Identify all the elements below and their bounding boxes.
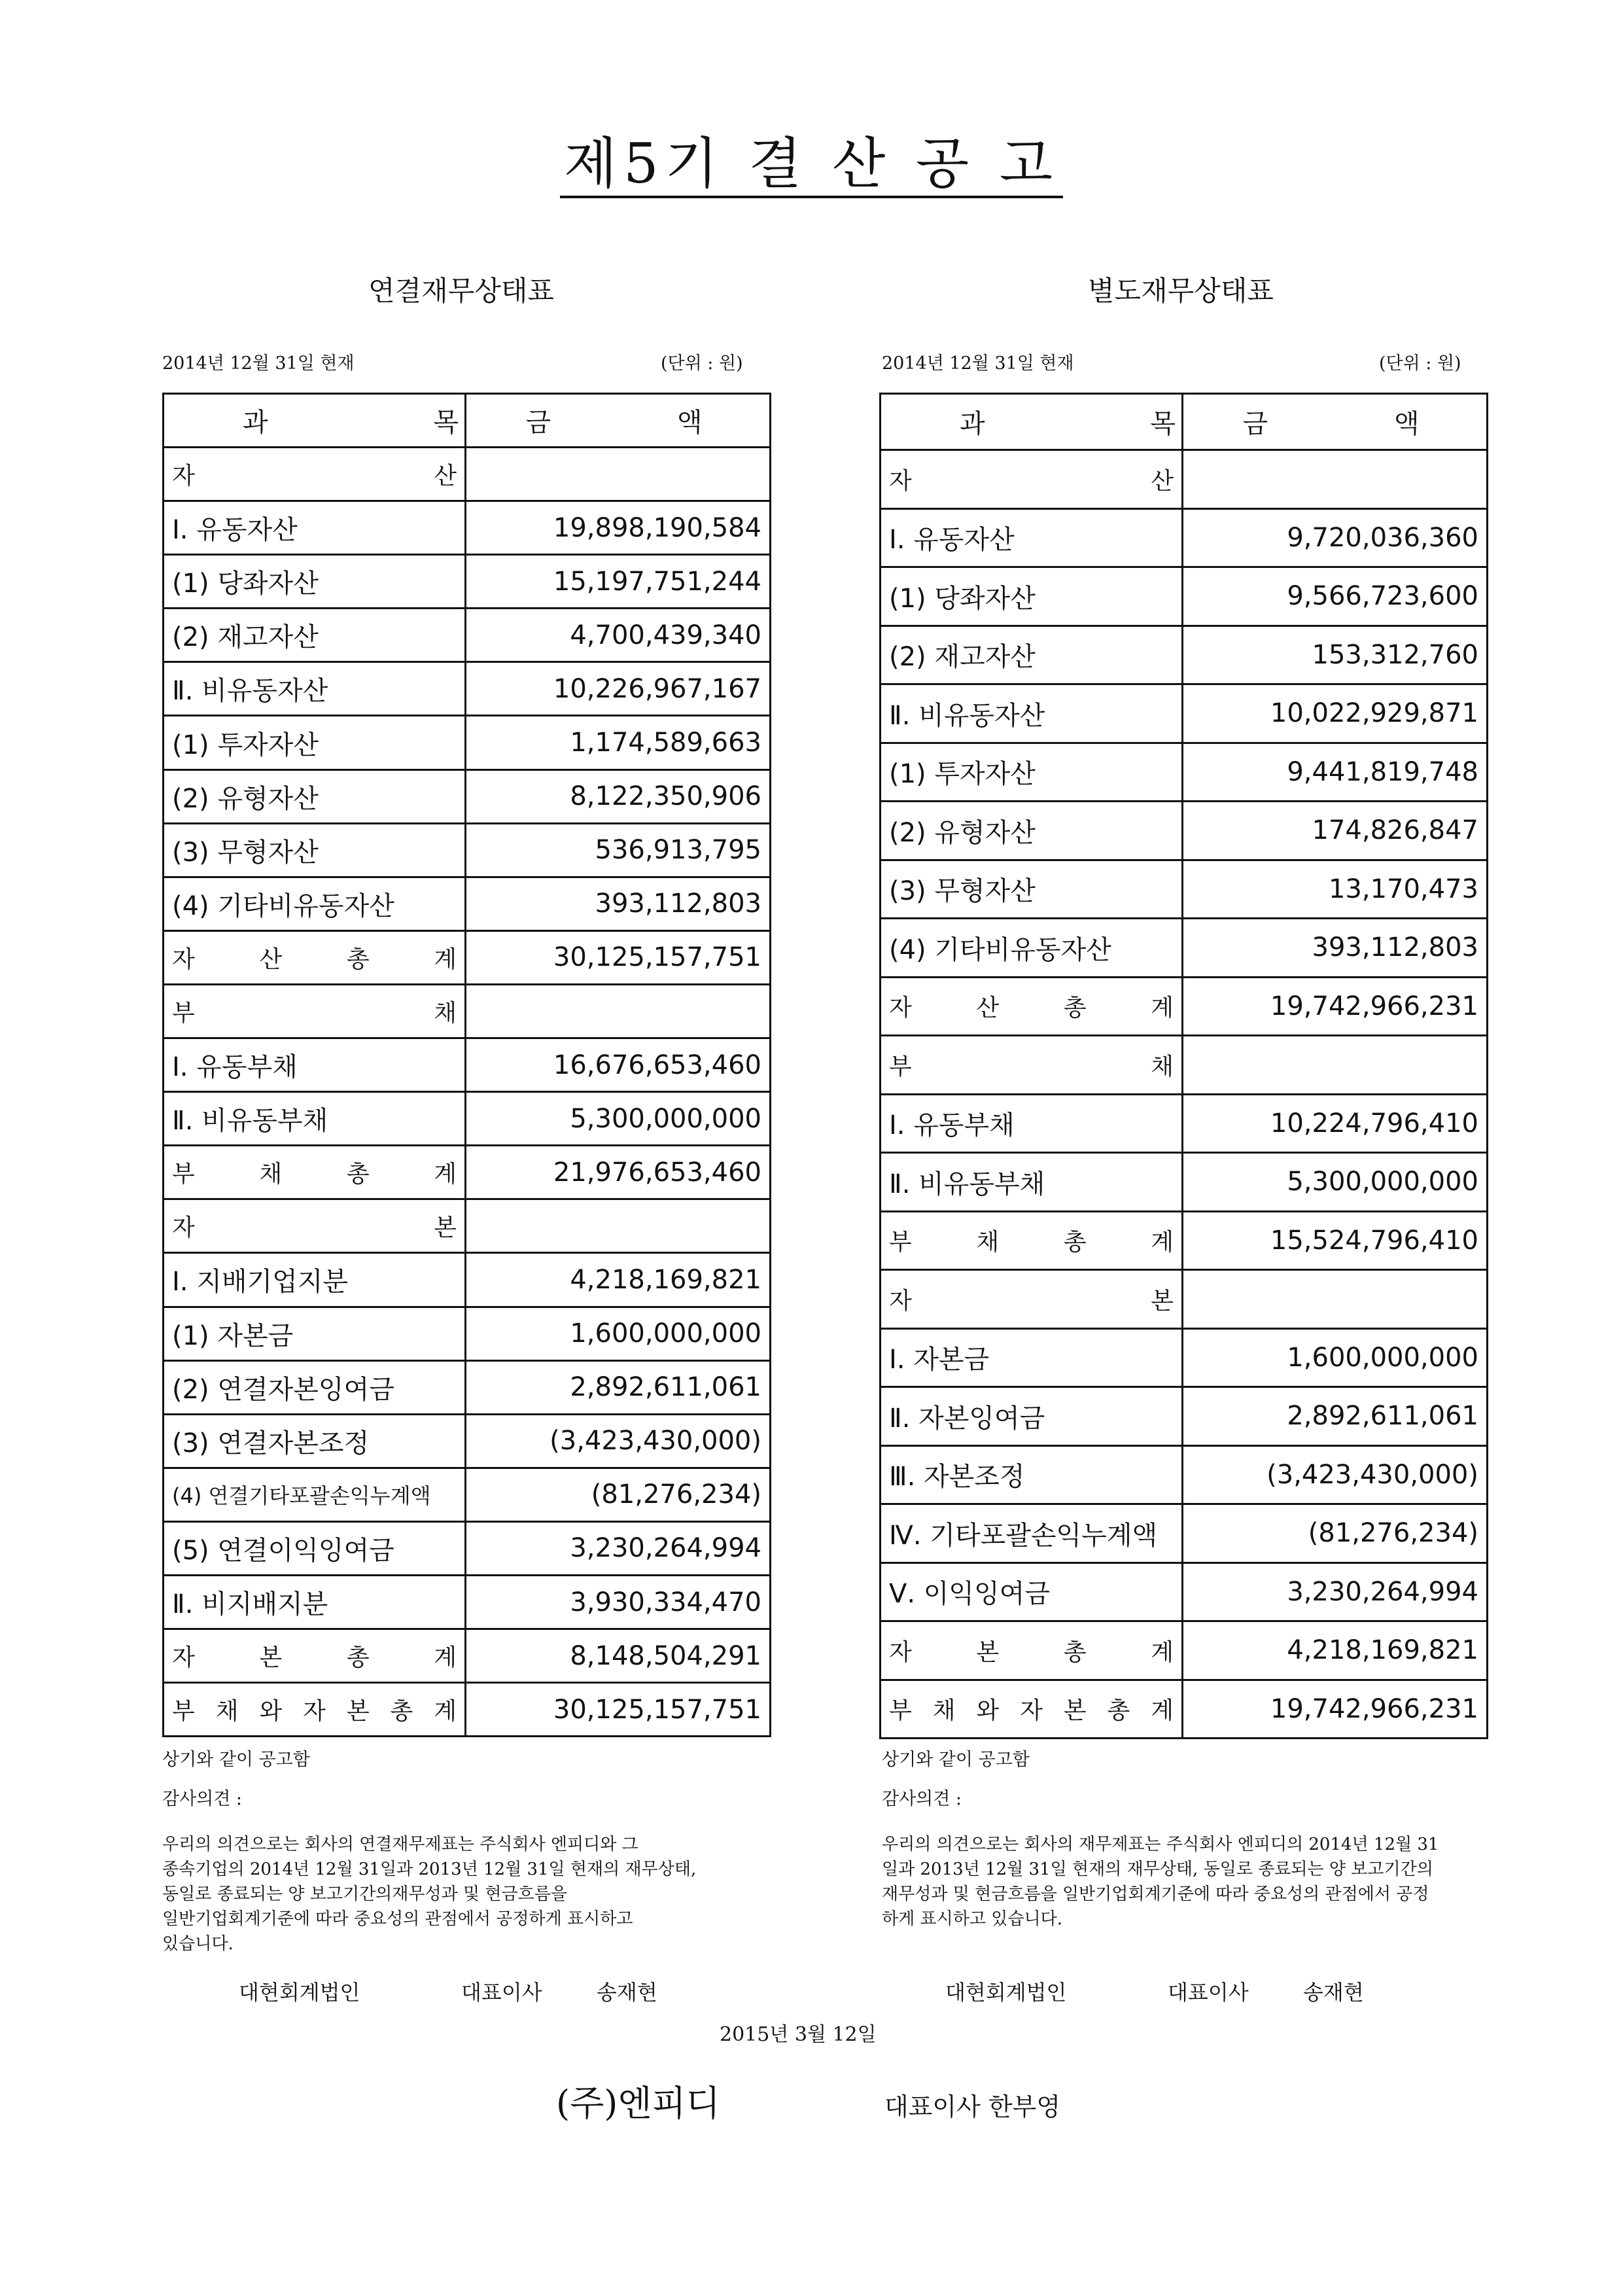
row-amount: 1,600,000,000: [1183, 1328, 1488, 1387]
left-heading: 연결재무상태표: [368, 275, 554, 307]
ceo-name: 대표이사 한부영: [884, 2093, 1061, 2121]
row-amount: 8,148,504,291: [466, 1629, 771, 1683]
row-amount: 5,300,000,000: [466, 1092, 771, 1146]
table-row: [164, 609, 771, 662]
table-row: [881, 1621, 1488, 1680]
row-amount: 3,230,264,994: [466, 1521, 771, 1575]
row-amount: 3,930,334,470: [466, 1575, 771, 1629]
right-audit-label: 감사의견 :: [882, 1789, 962, 1809]
row-amount: 21,976,653,460: [466, 1146, 771, 1199]
row-label: (2) 유형자산: [164, 769, 466, 823]
row-label: 부 채: [881, 1036, 1183, 1095]
table-row: [881, 1563, 1488, 1621]
header-item: 과 목: [881, 394, 1183, 450]
table-row: [881, 802, 1488, 860]
table-row: [164, 662, 771, 716]
table-row: [164, 1468, 771, 1521]
row-amount: 1,174,589,663: [466, 716, 771, 769]
row-label: Ⅰ. 유동부채: [881, 1094, 1183, 1153]
left-rep-title: 대표이사: [461, 1980, 542, 2005]
row-label: 자 산 총 계: [881, 977, 1183, 1036]
row-label: 자 산 총 계: [164, 930, 466, 984]
table-row: [881, 860, 1488, 919]
left-balance-table: [162, 393, 771, 1737]
row-amount: 15,197,751,244: [466, 555, 771, 609]
row-amount: 4,218,169,821: [1183, 1621, 1488, 1680]
row-amount: [1183, 1270, 1488, 1329]
row-label: 부 채 와 자 본 총 계: [164, 1683, 466, 1737]
table-row: [881, 1680, 1488, 1739]
table-row: [881, 743, 1488, 802]
row-amount: 153,312,760: [1183, 626, 1488, 684]
left-auditor: 대현회계법인: [239, 1980, 360, 2005]
company-name: (주)엔피디: [556, 2083, 720, 2124]
table-row: [164, 1092, 771, 1146]
row-label: (4) 기타비유동자산: [164, 877, 466, 930]
row-amount: 4,700,439,340: [466, 609, 771, 662]
row-amount: (81,276,234): [1183, 1504, 1488, 1563]
row-label: (4) 기타비유동자산: [881, 919, 1183, 978]
table-row: [881, 684, 1488, 743]
table-row: [164, 1199, 771, 1253]
row-label: (2) 재고자산: [164, 609, 466, 662]
audit-line: 일반기업회계기준에 따라 중요성의 관점에서 공정하게 표시하고: [162, 1909, 633, 1929]
table-row: [164, 448, 771, 501]
audit-line: 우리의 의견으로는 회사의 연결재무제표는 주식회사 엔피디와 그: [162, 1835, 638, 1854]
row-amount: 393,112,803: [466, 877, 771, 930]
row-label: 자 본: [881, 1270, 1183, 1329]
right-date: 2014년 12월 31일 현재: [882, 353, 1074, 374]
table-row: [881, 1328, 1488, 1387]
row-amount: 8,122,350,906: [466, 769, 771, 823]
table-row: [164, 555, 771, 609]
row-amount: 2,892,611,061: [466, 1360, 771, 1414]
right-balance-table: [879, 393, 1488, 1739]
row-label: 자 본 총 계: [164, 1629, 466, 1683]
page-title-text: 제5기 결 산 공 고: [560, 132, 1063, 198]
header-amount: 금 액: [1183, 394, 1488, 450]
table-row: [164, 769, 771, 823]
row-amount: [466, 448, 771, 501]
audit-line: 일과 2013년 12월 31일 현재의 재무상태, 동일로 종료되는 양 보고기간의: [882, 1860, 1433, 1879]
row-amount: 2,892,611,061: [1183, 1387, 1488, 1446]
row-label: Ⅱ. 비유동자산: [164, 662, 466, 716]
table-row: [881, 450, 1488, 509]
table-row: [164, 1414, 771, 1468]
row-amount: 13,170,473: [1183, 860, 1488, 919]
row-label: Ⅰ. 자본금: [881, 1328, 1183, 1387]
left-rep-name: 송재현: [597, 1980, 657, 2005]
table-row: [164, 716, 771, 769]
row-label: (1) 당좌자산: [881, 567, 1183, 626]
row-label: Ⅱ. 자본잉여금: [881, 1387, 1183, 1446]
left-audit-opinion: [162, 1832, 751, 1956]
row-amount: 4,218,169,821: [466, 1253, 771, 1307]
row-amount: 10,226,967,167: [466, 662, 771, 716]
table-row: [881, 919, 1488, 978]
table-row: [881, 1211, 1488, 1270]
row-amount: 30,125,157,751: [466, 1683, 771, 1737]
row-label: Ⅱ. 비유동부채: [164, 1092, 466, 1146]
row-amount: (3,423,430,000): [1183, 1445, 1488, 1504]
row-label: 부 채 와 자 본 총 계: [881, 1680, 1183, 1739]
row-label: (1) 투자자산: [881, 743, 1183, 802]
row-amount: 174,826,847: [1183, 802, 1488, 860]
row-label: Ⅰ. 지배기업지분: [164, 1253, 466, 1307]
table-row: [164, 1575, 771, 1629]
row-label: (1) 당좌자산: [164, 555, 466, 609]
row-amount: 9,441,819,748: [1183, 743, 1488, 802]
row-amount: 5,300,000,000: [1183, 1153, 1488, 1212]
table-row: [881, 1387, 1488, 1446]
row-amount: [466, 984, 771, 1038]
table-row: [881, 1504, 1488, 1563]
row-label: 부 채 총 계: [881, 1211, 1183, 1270]
table-row: [164, 501, 771, 555]
row-amount: 9,720,036,360: [1183, 508, 1488, 567]
header-item: 과 목: [164, 394, 466, 448]
row-amount: [466, 1199, 771, 1253]
row-label: 자 산: [164, 448, 466, 501]
row-label: (5) 연결이익잉여금: [164, 1521, 466, 1575]
table-row: [164, 984, 771, 1038]
table-row: [164, 1683, 771, 1737]
row-label: 자 본: [164, 1199, 466, 1253]
table-row: [164, 1629, 771, 1683]
row-label: 자 본 총 계: [881, 1621, 1183, 1680]
right-unit: (단위 : 원): [1379, 353, 1461, 374]
row-amount: 3,230,264,994: [1183, 1563, 1488, 1621]
footer-date: 2015년 3월 12일: [720, 2023, 877, 2046]
row-amount: 16,676,653,460: [466, 1038, 771, 1092]
row-label: Ⅴ. 이익잉여금: [881, 1563, 1183, 1621]
row-amount: 9,566,723,600: [1183, 567, 1488, 626]
audit-line: 우리의 의견으로는 회사의 재무제표는 주식회사 엔피디의 2014년 12월 31: [882, 1835, 1439, 1854]
row-label: (3) 무형자산: [164, 823, 466, 877]
row-label: (1) 자본금: [164, 1307, 466, 1360]
row-amount: [1183, 1036, 1488, 1095]
row-amount: 10,022,929,871: [1183, 684, 1488, 743]
row-label: (4) 연결기타포괄손익누계액: [164, 1468, 466, 1521]
right-auditor: 대현회계법인: [945, 1980, 1067, 2005]
row-amount: 30,125,157,751: [466, 930, 771, 984]
table-row: [881, 567, 1488, 626]
table-row: [164, 1360, 771, 1414]
row-label: (1) 투자자산: [164, 716, 466, 769]
row-label: Ⅰ. 유동자산: [164, 501, 466, 555]
header-amount: 금 액: [466, 394, 771, 448]
row-amount: 393,112,803: [1183, 919, 1488, 978]
row-amount: 1,600,000,000: [466, 1307, 771, 1360]
right-rep-name: 송재현: [1303, 1980, 1364, 2005]
left-notice: 상기와 같이 공고함: [162, 1750, 310, 1770]
row-label: 부 채: [164, 984, 466, 1038]
table-header: [881, 394, 1488, 450]
row-amount: (81,276,234): [466, 1468, 771, 1521]
right-audit-opinion: [882, 1832, 1503, 1932]
left-date: 2014년 12월 31일 현재: [162, 353, 355, 374]
audit-line: 동일로 종료되는 양 보고기간의재무성과 및 현금흐름을: [162, 1884, 567, 1904]
row-amount: 10,224,796,410: [1183, 1094, 1488, 1153]
table-row: [164, 1038, 771, 1092]
row-amount: (3,423,430,000): [466, 1414, 771, 1468]
row-amount: 19,898,190,584: [466, 501, 771, 555]
row-label: (3) 무형자산: [881, 860, 1183, 919]
table-row: [881, 1270, 1488, 1329]
left-audit-label: 감사의견 :: [162, 1789, 243, 1809]
table-row: [881, 1445, 1488, 1504]
table-row: [881, 1153, 1488, 1212]
right-rep-title: 대표이사: [1168, 1980, 1249, 2005]
row-amount: 19,742,966,231: [1183, 1680, 1488, 1739]
table-row: [881, 1094, 1488, 1153]
audit-line: 종속기업의 2014년 12월 31일과 2013년 12월 31일 현재의 재무상태,: [162, 1860, 697, 1879]
right-heading: 별도재무상태표: [1087, 275, 1274, 307]
row-amount: 19,742,966,231: [1183, 977, 1488, 1036]
row-label: Ⅰ. 유동부채: [164, 1038, 466, 1092]
left-unit: (단위 : 원): [661, 353, 743, 374]
right-notice: 상기와 같이 공고함: [882, 1750, 1030, 1770]
page-title: [0, 128, 1623, 200]
row-amount: 536,913,795: [466, 823, 771, 877]
table-row: [164, 1521, 771, 1575]
row-label: Ⅱ. 비유동부채: [881, 1153, 1183, 1212]
table-row: [881, 977, 1488, 1036]
table-row: [164, 823, 771, 877]
table-row: [164, 1307, 771, 1360]
row-label: 자 산: [881, 450, 1183, 509]
row-label: Ⅲ. 자본조정: [881, 1445, 1183, 1504]
row-label: (2) 유형자산: [881, 802, 1183, 860]
table-row: [164, 1146, 771, 1199]
row-amount: 15,524,796,410: [1183, 1211, 1488, 1270]
row-label: (3) 연결자본조정: [164, 1414, 466, 1468]
row-label: 부 채 총 계: [164, 1146, 466, 1199]
row-label: (2) 연결자본잉여금: [164, 1360, 466, 1414]
table-row: [881, 626, 1488, 684]
row-label: Ⅰ. 유동자산: [881, 508, 1183, 567]
audit-line: 있습니다.: [162, 1934, 234, 1954]
table-row: [881, 508, 1488, 567]
table-row: [164, 930, 771, 984]
table-row: [164, 877, 771, 930]
table-header: [164, 394, 771, 448]
row-label: (2) 재고자산: [881, 626, 1183, 684]
row-amount: [1183, 450, 1488, 509]
audit-line: 재무성과 및 현금흐름을 일반기업회계기준에 따라 중요성의 관점에서 공정: [882, 1884, 1429, 1904]
table-row: [164, 1253, 771, 1307]
table-row: [881, 1036, 1488, 1095]
row-label: Ⅳ. 기타포괄손익누계액: [881, 1504, 1183, 1563]
audit-line: 하게 표시하고 있습니다.: [882, 1909, 1062, 1929]
row-label: Ⅱ. 비유동자산: [881, 684, 1183, 743]
row-label: Ⅱ. 비지배지분: [164, 1575, 466, 1629]
